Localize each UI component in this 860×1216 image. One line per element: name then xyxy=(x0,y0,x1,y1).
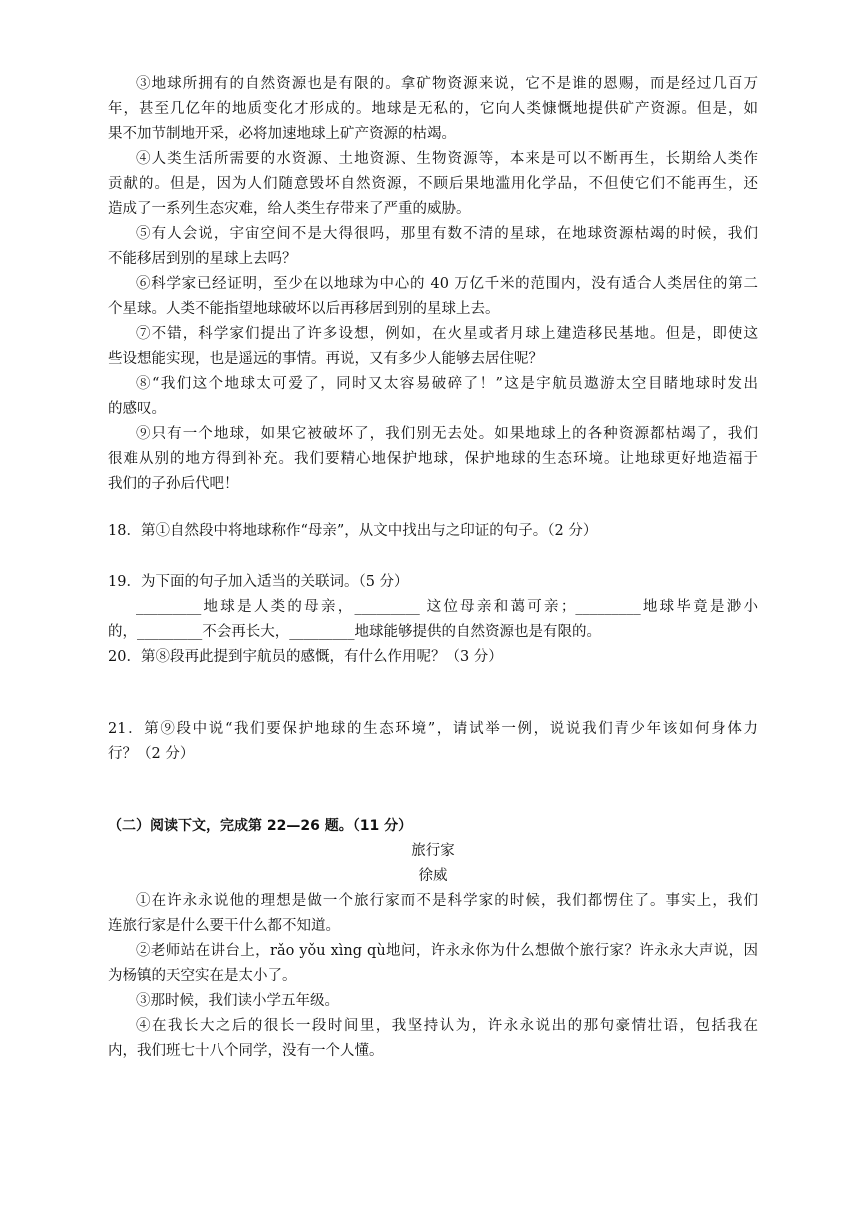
story-p3: ③那时候，我们读小学五年级。 xyxy=(136,993,339,1009)
story-p1-line-2: 连旅行家是什么要干什么都不知道。 xyxy=(108,918,340,934)
story-p2-line-2: 为杨镇的天空实在是太小了。 xyxy=(108,968,297,984)
passage-p6-line-2: 个星球。人类不能指望地球破坏以后再移居到别的星球上去。 xyxy=(108,301,500,317)
question-19: 19．为下面的句子加入适当的关联词。（5 分） xyxy=(108,574,409,590)
story-p4-line-2: 内，我们班七十八个同学，没有一个人懂。 xyxy=(108,1043,384,1059)
story-title: 旅行家 xyxy=(411,843,455,859)
passage-p9-line-2: 很难从别的地方得到补充。我们要精心地保护地球，保护地球的生态环境。让地球更好地造福于 xyxy=(108,451,758,467)
passage-p8-line-2: 的感叹。 xyxy=(108,401,166,417)
question-21-line-2: 行？（2 分） xyxy=(108,746,195,762)
story-author: 徐威 xyxy=(418,868,448,884)
passage-p3-line-2: 年，甚至几亿年的地质变化才形成的。地球是无私的，它向人类慷慨地提供矿产资源。但是，如 xyxy=(108,101,758,117)
passage-p6-line-1: ⑥科学家已经证明，至少在以地球为中心的 40 万亿千米的范围内，没有适合人类居住的第二 xyxy=(136,276,758,292)
passage-p7-line-2: 些设想能实现，也是遥远的事情。再说，又有多少人能够去居住呢？ xyxy=(108,351,543,367)
passage-p4-line-3: 造成了一系列生态灾难，给人类生存带来了严重的威胁。 xyxy=(108,201,471,217)
passage-p9-line-1: ⑨只有一个地球，如果它被破坏了，我们别无去处。如果地球上的各种资源都枯竭了，我们 xyxy=(136,426,758,442)
story-p2-line-1: ②老师站在讲台上，rǎo yǒu xìng qù地问，许永永你为什么想做个旅行家？许永永大声说，因 xyxy=(136,943,758,959)
question-19-blanks-line-1: _________地球是人类的母亲，_________ 这位母亲和蔼可亲；_________地球毕竟是渺小 xyxy=(136,599,758,615)
passage-p8-line-1: ⑧“我们这个地球太可爱了，同时又太容易破碎了！”这是宇航员遨游太空目睹地球时发出 xyxy=(136,376,758,392)
passage-p9-line-3: 我们的子孙后代吧！ xyxy=(108,476,239,492)
passage-p5-line-2: 不能移居到别的星球上去吗？ xyxy=(108,251,297,267)
passage-p3-line-3: 果不加节制地开采，必将加速地球上矿产资源的枯竭。 xyxy=(108,126,456,142)
section-two-heading: （二）阅读下文，完成第 22—26 题。（11 分） xyxy=(108,818,413,834)
question-19-blanks-line-2: 的，_________不会再长大，_________地球能够提供的自然资源也是有限的。 xyxy=(108,624,601,640)
question-20: 20．第⑧段再此提到宇航员的感慨，有什么作用呢？（3 分） xyxy=(108,649,503,665)
question-21-line-1: 21．第⑨段中说“我们要保护地球的生态环境”，请试举一例，说说我们青少年该如何身体力 xyxy=(108,721,758,737)
passage-p5-line-1: ⑤有人会说，宇宙空间不是大得很吗，那里有数不清的星球，在地球资源枯竭的时候，我们 xyxy=(136,226,758,242)
story-p4-line-1: ④在我长大之后的很长一段时间里，我坚持认为，许永永说出的那句豪情壮语，包括我在 xyxy=(136,1018,758,1034)
question-18: 18．第①自然段中将地球称作“母亲”，从文中找出与之印证的句子。（2 分） xyxy=(108,523,598,539)
passage-p4-line-2: 贡献的。但是，因为人们随意毁坏自然资源，不顾后果地滥用化学品，不但使它们不能再生，还 xyxy=(108,176,758,192)
story-p1-line-1: ①在许永永说他的理想是做一个旅行家而不是科学家的时候，我们都愣住了。事实上，我们 xyxy=(136,893,758,909)
passage-p4-line-1: ④人类生活所需要的水资源、土地资源、生物资源等，本来是可以不断再生，长期给人类作 xyxy=(136,151,758,167)
passage-p7-line-1: ⑦不错，科学家们提出了许多设想，例如，在火星或者月球上建造移民基地。但是，即使这 xyxy=(136,326,758,342)
passage-p3-line-1: ③地球所拥有的自然资源也是有限的。拿矿物资源来说，它不是谁的恩赐，而是经过几百万 xyxy=(136,76,758,92)
